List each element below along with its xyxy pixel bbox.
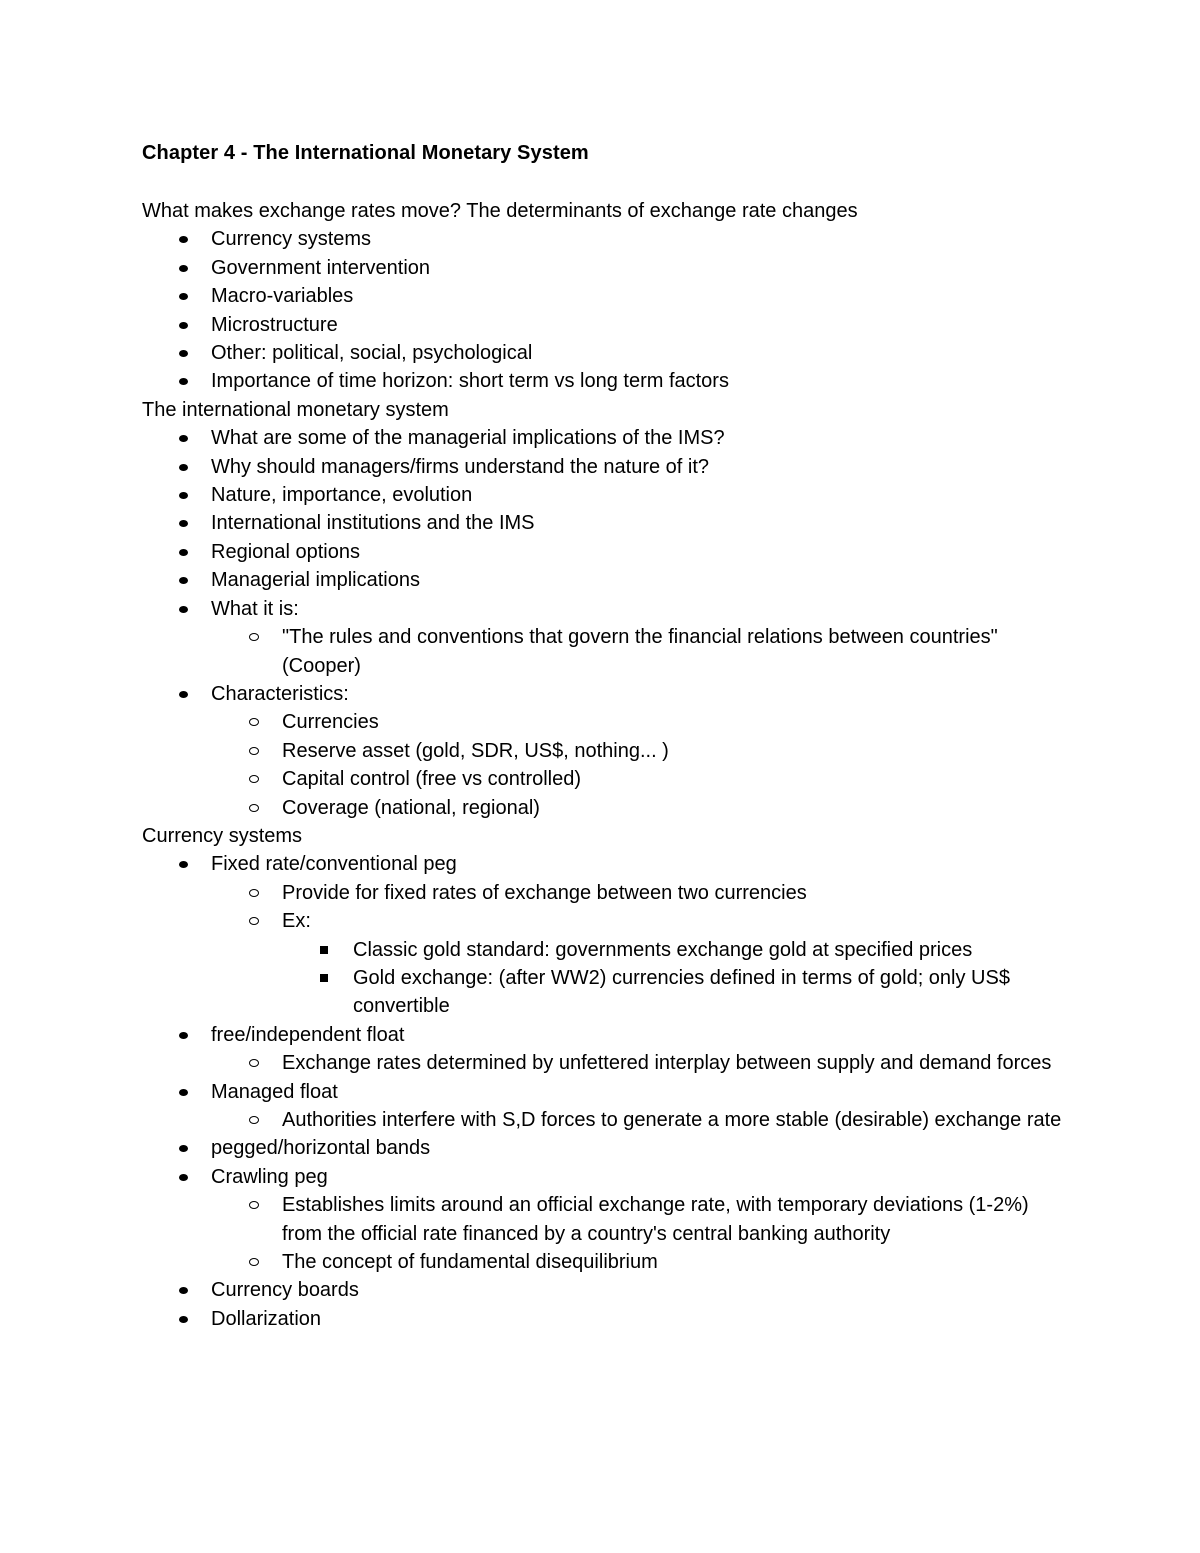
bullet-icon [179,549,188,556]
list-item: What it is: "The rules and conventions that govern the financial relations between countries" (Cooper) [142,595,1072,680]
bullet-icon [179,293,188,300]
list-item: Macro-variables [142,282,1072,310]
bullet-icon [179,861,188,868]
hollow-bullet-icon [249,889,259,897]
list-item: International institutions and the IMS [142,509,1072,537]
list-item: free/independent float Exchange rates determined by unfettered interplay between supply and demand forces [142,1021,1072,1078]
hollow-bullet-icon [249,747,259,755]
sub-list-item: Currencies [211,708,1072,736]
square-bullet-icon [320,946,328,954]
list-item: Importance of time horizon: short term vs long term factors [142,367,1072,395]
square-bullet-icon [320,974,328,982]
currency-systems-list [142,850,1072,1333]
sub-list-item: Exchange rates determined by unfettered interplay between supply and demand forces [211,1049,1072,1077]
sub-list-item: Capital control (free vs controlled) [211,765,1072,793]
bullet-icon [179,1316,188,1323]
list-item: Characteristics: Currencies Reserve asset (gold, SDR, US$, nothing... ) Capital control (free vs controlled) Coverage (national, regional) [142,680,1072,822]
sub-sub-list-item: Classic gold standard: governments exchange gold at specified prices [282,936,1072,964]
list-item: What are some of the managerial implications of the IMS? [142,424,1072,452]
hollow-bullet-icon [249,718,259,726]
bullet-icon [179,378,188,385]
list-item: pegged/horizontal bands [142,1134,1072,1162]
hollow-bullet-icon [249,804,259,812]
section-heading-ims: The international monetary system [142,398,449,421]
hollow-bullet-icon [249,1116,259,1124]
hollow-bullet-icon [249,1201,259,1209]
list-item: Regional options [142,538,1072,566]
sub-list [211,1191,1072,1276]
sub-list-item: Reserve asset (gold, SDR, US$, nothing... ) [211,737,1072,765]
bullet-icon [179,691,188,698]
bullet-icon [179,322,188,329]
sub-list-item: Ex: Classic gold standard: governments exchange gold at specified prices Gold exchange: (after WW2) currencies defined in terms of gold; only US$ convertible [211,907,1072,1021]
list-item: Currency systems [142,225,1072,253]
list-item: Other: political, social, psychological [142,339,1072,367]
bullet-icon [179,1145,188,1152]
document-page [142,139,1072,1333]
bullet-icon [179,236,188,243]
hollow-bullet-icon [249,1059,259,1067]
list-item: Crawling peg Establishes limits around an official exchange rate, with temporary deviations (1-2%) from the official rate financed by a country's central banking authority The concept of fundamental disequilibrium [142,1163,1072,1277]
hollow-bullet-icon [249,775,259,783]
list-item: Currency boards [142,1276,1072,1304]
sub-list [211,708,1072,822]
bullet-icon [179,606,188,613]
section-heading-determinants: What makes exchange rates move? The determinants of exchange rate changes [142,200,858,222]
bullet-icon [179,1089,188,1096]
list-item: Fixed rate/conventional peg Provide for fixed rates of exchange between two currencies Ex: Classic gold standard: governments exchange gold at specified prices Gold exchange: (after WW2) currencies defined in terms of gold; only US$ convertible [142,850,1072,1020]
sub-list-item: Provide for fixed rates of exchange between two currencies [211,879,1072,907]
hollow-bullet-icon [249,917,259,925]
sub-list-item: Authorities interfere with S,D forces to generate a more stable (desirable) exchange rate [211,1106,1072,1134]
page-title: Chapter 4 - The International Monetary System [142,142,589,164]
sub-list [211,879,1072,1021]
sub-list [211,1106,1072,1134]
sub-sub-list [282,936,1072,1021]
hollow-bullet-icon [249,1258,259,1266]
bullet-icon [179,464,188,471]
list-item: Why should managers/firms understand the nature of it? [142,453,1072,481]
bullet-icon [179,265,188,272]
list-item: Managed float Authorities interfere with S,D forces to generate a more stable (desirable) exchange rate [142,1078,1072,1135]
determinants-list [142,225,1072,395]
sub-list-item: "The rules and conventions that govern the financial relations between countries" (Cooper) [211,623,1072,680]
bullet-icon [179,577,188,584]
bullet-icon [179,520,188,527]
sub-list [211,623,1072,680]
section-heading-currency-systems: Currency systems [142,824,303,847]
list-item: Nature, importance, evolution [142,481,1072,509]
sub-list-item: Establishes limits around an official exchange rate, with temporary deviations (1-2%) from the official rate financed by a country's central banking authority [211,1191,1072,1248]
bullet-icon [179,350,188,357]
sub-list-item: Coverage (national, regional) [211,794,1072,822]
sub-sub-list-item: Gold exchange: (after WW2) currencies defined in terms of gold; only US$ convertible [282,964,1072,1021]
list-item: Government intervention [142,254,1072,282]
hollow-bullet-icon [249,633,259,641]
ims-list [142,424,1072,822]
bullet-icon [179,1287,188,1294]
bullet-icon [179,492,188,499]
bullet-icon [179,1174,188,1181]
sub-list-item: The concept of fundamental disequilibrium [211,1248,1072,1276]
bullet-icon [179,1032,188,1039]
list-item: Dollarization [142,1305,1072,1333]
sub-list [211,1049,1072,1077]
list-item: Managerial implications [142,566,1072,594]
list-item: Microstructure [142,311,1072,339]
bullet-icon [179,435,188,442]
